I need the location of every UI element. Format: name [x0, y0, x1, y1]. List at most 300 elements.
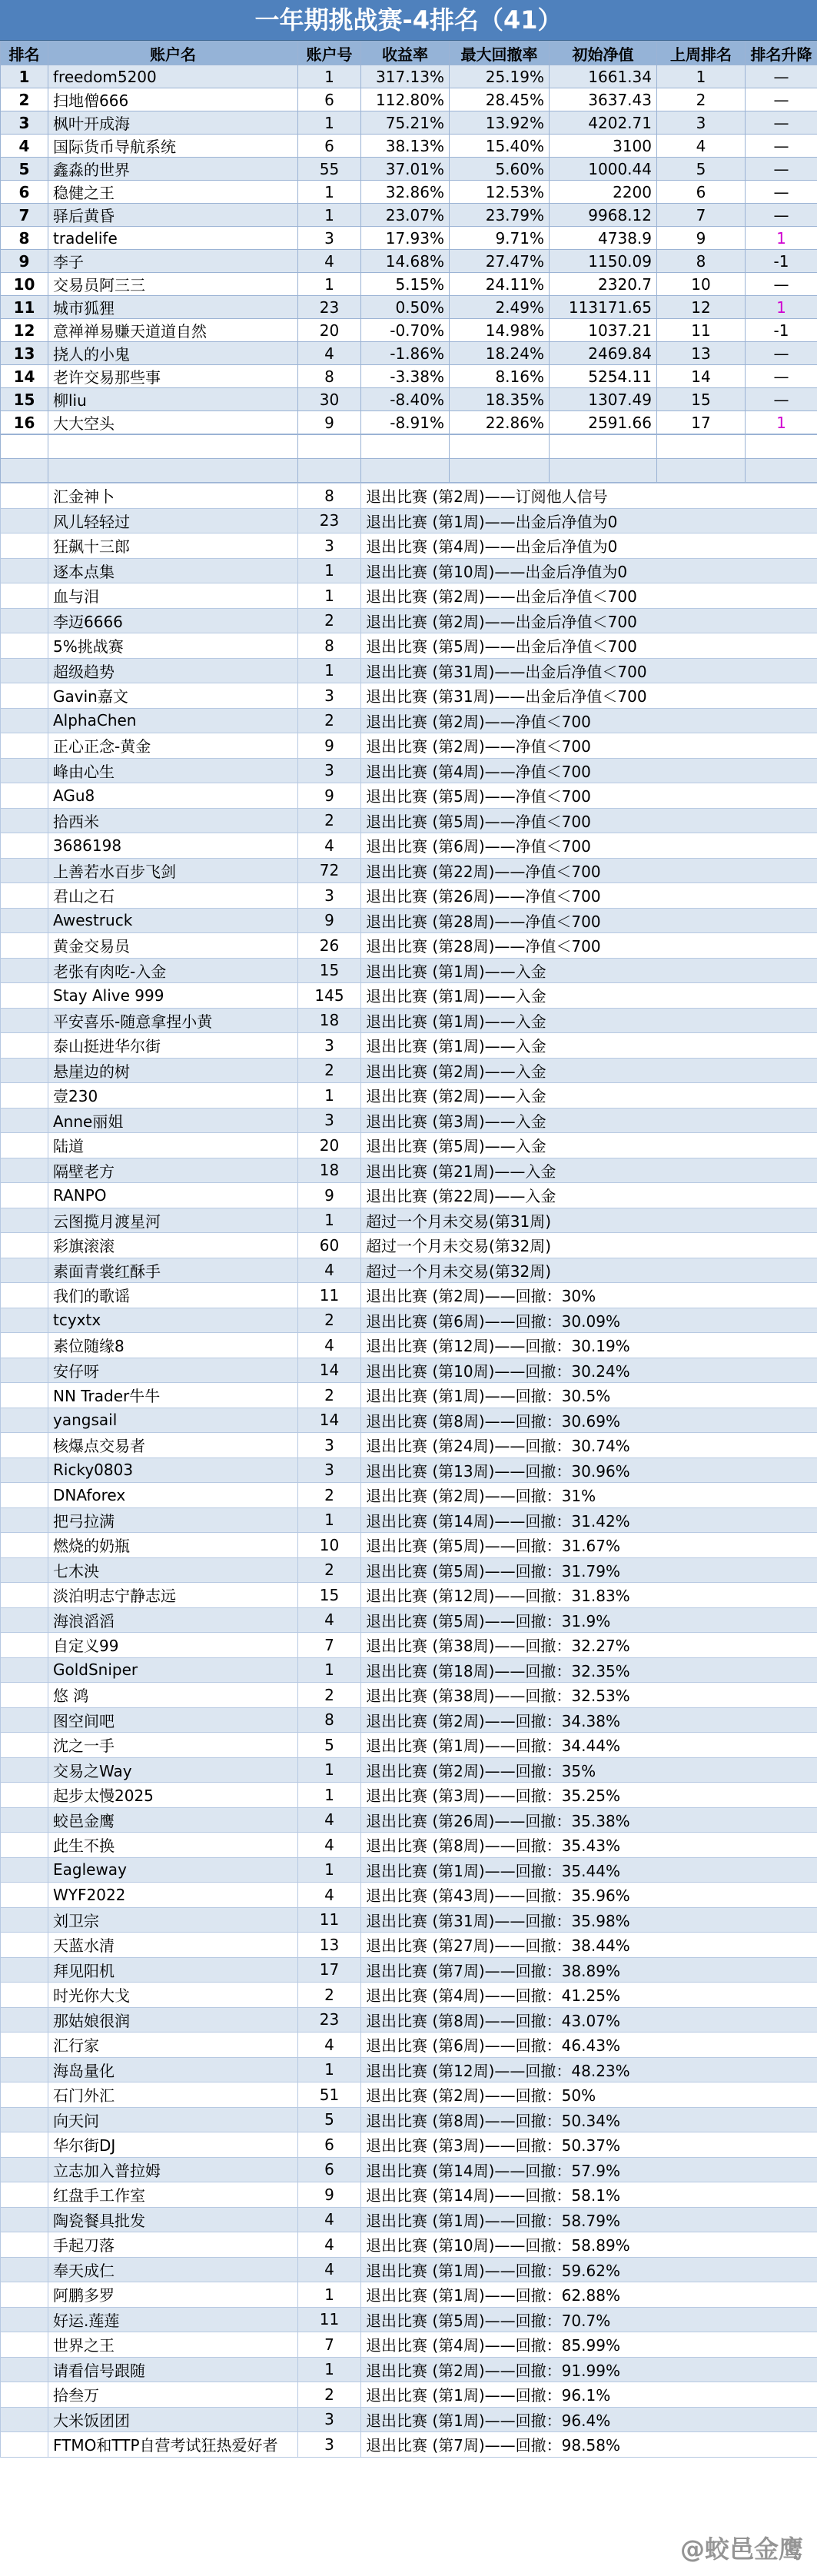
exit-name-cell: 5%挑战赛: [48, 633, 298, 659]
exit-name-cell: 黄金交易员: [48, 933, 298, 959]
max-drawdown-cell: 28.45%: [450, 88, 550, 111]
col-header-last-week: 上周排名: [657, 42, 746, 65]
exit-blank-cell: [1, 2132, 48, 2158]
initial-equity-cell: 1037.21: [550, 319, 657, 342]
exit-blank-cell: [1, 1657, 48, 1683]
exit-row: [1, 1483, 817, 1508]
exit-row: [1, 2107, 817, 2132]
exit-account-cell: 23: [298, 508, 361, 533]
exit-account-cell: 17: [298, 1957, 361, 1983]
exit-row: [1, 1108, 817, 1133]
exit-status-cell: 退出比赛 (第1周)——回撤：35.44%: [361, 1857, 817, 1883]
exit-account-cell: 15: [298, 1583, 361, 1608]
exit-account-cell: 4: [298, 2033, 361, 2058]
exit-account-cell: 4: [298, 1883, 361, 1908]
exit-name-cell: 血与泪: [48, 583, 298, 609]
exit-blank-cell: [1, 1008, 48, 1033]
exit-status-cell: 退出比赛 (第2周)——订阅他人信号: [361, 484, 817, 509]
exit-row: [1, 1557, 817, 1583]
exit-blank-cell: [1, 1507, 48, 1533]
exit-row: [1, 2332, 817, 2358]
page-title: 一年期挑战赛-4排名（41）: [0, 0, 817, 41]
last-week-rank-cell: 1: [657, 65, 746, 88]
last-week-rank-cell: 17: [657, 411, 746, 434]
exit-name-cell: Awestruck: [48, 908, 298, 933]
col-header-return: 收益率: [361, 42, 450, 65]
exit-name-cell: 核爆点交易者: [48, 1433, 298, 1458]
exit-account-cell: 1: [298, 558, 361, 583]
exit-account-cell: 2: [298, 2382, 361, 2408]
exit-name-cell: 汇金神卜: [48, 484, 298, 509]
exit-blank-cell: [1, 1458, 48, 1483]
initial-equity-cell: 5254.11: [550, 365, 657, 388]
exit-status-cell: 退出比赛 (第1周)——回撤：96.4%: [361, 2407, 817, 2432]
exit-status-cell: 超过一个月未交易(第31周): [361, 1208, 817, 1233]
max-drawdown-cell: 8.16%: [450, 365, 550, 388]
exit-name-cell: 素位随缘8: [48, 1333, 298, 1358]
max-drawdown-cell: 18.24%: [450, 342, 550, 365]
exit-blank-cell: [1, 1583, 48, 1608]
exit-blank-cell: [1, 1833, 48, 1858]
exit-account-cell: 1: [298, 2282, 361, 2308]
exit-account-cell: 9: [298, 908, 361, 933]
exit-blank-cell: [1, 733, 48, 759]
exit-row: [1, 808, 817, 833]
rank-change-cell: —: [746, 88, 817, 111]
account-name-cell: 柳liu: [48, 388, 298, 411]
exit-name-cell: 海岛量化: [48, 2057, 298, 2082]
exit-account-cell: 1: [298, 2057, 361, 2082]
exit-row: [1, 1957, 817, 1983]
exit-account-cell: 145: [298, 983, 361, 1009]
exit-account-cell: 3: [298, 683, 361, 709]
max-drawdown-cell: 27.47%: [450, 250, 550, 273]
exit-status-cell: 退出比赛 (第13周)——回撤：30.96%: [361, 1458, 817, 1483]
exit-account-cell: 3: [298, 1033, 361, 1059]
exit-blank-cell: [1, 1133, 48, 1158]
exit-account-cell: 1: [298, 2357, 361, 2382]
exit-name-cell: 立志加入普拉姆: [48, 2157, 298, 2182]
exit-status-cell: 超过一个月未交易(第32周): [361, 1258, 817, 1283]
exit-name-cell: Ricky0803: [48, 1458, 298, 1483]
rank-change-cell: —: [746, 342, 817, 365]
exit-status-cell: 退出比赛 (第2周)——入金: [361, 1058, 817, 1083]
exit-row: [1, 583, 817, 609]
exit-status-cell: 退出比赛 (第27周)——回撤：38.44%: [361, 1933, 817, 1958]
exit-blank-cell: [1, 2232, 48, 2258]
account-number-cell: 30: [298, 388, 361, 411]
exit-name-cell: 把弓拉满: [48, 1507, 298, 1533]
last-week-rank-cell: 8: [657, 250, 746, 273]
exit-row: [1, 1657, 817, 1683]
exit-status-cell: 退出比赛 (第1周)——入金: [361, 1033, 817, 1059]
rank-cell: 15: [1, 388, 48, 411]
initial-equity-cell: 4202.71: [550, 111, 657, 135]
exit-name-cell: 老张有肉吃-入金: [48, 958, 298, 983]
spacer-row: [1, 435, 817, 459]
exit-name-cell: 安仔呀: [48, 1358, 298, 1383]
exit-name-cell: 平安喜乐-随意拿捏小黄: [48, 1008, 298, 1033]
exit-blank-cell: [1, 1408, 48, 1433]
rank-cell: 11: [1, 296, 48, 319]
exit-name-cell: 峰由心生: [48, 758, 298, 783]
exit-account-cell: 51: [298, 2082, 361, 2108]
max-drawdown-cell: 23.79%: [450, 204, 550, 227]
exit-blank-cell: [1, 1733, 48, 1758]
exit-account-cell: 2: [298, 1683, 361, 1708]
exit-account-cell: 3: [298, 758, 361, 783]
exit-account-cell: 60: [298, 1233, 361, 1258]
account-number-cell: 4: [298, 250, 361, 273]
exit-name-cell: 图空间吧: [48, 1707, 298, 1733]
exit-account-cell: 3: [298, 883, 361, 909]
exit-name-cell: 海浪滔滔: [48, 1607, 298, 1633]
exit-status-cell: 退出比赛 (第22周)——入金: [361, 1183, 817, 1208]
exit-row: [1, 1383, 817, 1408]
exit-name-cell: 汇行家: [48, 2033, 298, 2058]
account-name-cell: tradelife: [48, 227, 298, 250]
exit-account-cell: 4: [298, 1333, 361, 1358]
exit-name-cell: 逐本点集: [48, 558, 298, 583]
rank-cell: 6: [1, 181, 48, 204]
exit-status-cell: 退出比赛 (第1周)——回撤：30.5%: [361, 1383, 817, 1408]
exit-blank-cell: [1, 1108, 48, 1133]
exit-status-cell: 退出比赛 (第8周)——回撤：35.43%: [361, 1833, 817, 1858]
account-name-cell: 枫叶开成海: [48, 111, 298, 135]
exit-status-cell: 退出比赛 (第1周)——入金: [361, 958, 817, 983]
exit-name-cell: 泰山挺进华尔街: [48, 1033, 298, 1059]
return-rate-cell: 317.13%: [361, 65, 450, 88]
exit-account-cell: 14: [298, 1358, 361, 1383]
account-name-cell: 城市狐狸: [48, 296, 298, 319]
exit-row: [1, 1008, 817, 1033]
exit-status-cell: 退出比赛 (第5周)——净值＜700: [361, 808, 817, 833]
exit-name-cell: 阿鹏多罗: [48, 2282, 298, 2308]
last-week-rank-cell: 6: [657, 181, 746, 204]
account-number-cell: 1: [298, 204, 361, 227]
exit-blank-cell: [1, 2382, 48, 2408]
exit-account-cell: 4: [298, 2257, 361, 2282]
exit-row: [1, 558, 817, 583]
exit-row: [1, 2057, 817, 2082]
rank-change-cell: —: [746, 158, 817, 181]
exit-status-cell: 退出比赛 (第2周)——回撤：34.38%: [361, 1707, 817, 1733]
exit-row: [1, 1633, 817, 1658]
exit-row: [1, 883, 817, 909]
rank-change-cell: —: [746, 65, 817, 88]
exit-status-cell: 退出比赛 (第1周)——出金后净值为0: [361, 508, 817, 533]
exit-account-cell: 3: [298, 1433, 361, 1458]
exit-status-cell: 退出比赛 (第4周)——净值＜700: [361, 758, 817, 783]
exit-status-cell: 退出比赛 (第2周)——回撤：35%: [361, 1757, 817, 1783]
exit-status-cell: 退出比赛 (第4周)——回撤：85.99%: [361, 2332, 817, 2358]
max-drawdown-cell: 22.86%: [450, 411, 550, 434]
exit-row: [1, 2182, 817, 2208]
exit-account-cell: 3: [298, 2407, 361, 2432]
exit-row: [1, 1733, 817, 1758]
exit-row: [1, 1683, 817, 1708]
exit-account-cell: 1: [298, 1783, 361, 1808]
rank-change-cell: 1: [746, 227, 817, 250]
exit-blank-cell: [1, 533, 48, 559]
account-number-cell: 8: [298, 365, 361, 388]
exit-name-cell: 向天问: [48, 2107, 298, 2132]
exit-status-cell: 退出比赛 (第5周)——回撤：31.79%: [361, 1557, 817, 1583]
exit-blank-cell: [1, 1533, 48, 1558]
rank-cell: 8: [1, 227, 48, 250]
ranking-header-row: [1, 42, 817, 65]
exit-status-cell: 退出比赛 (第5周)——回撤：70.7%: [361, 2307, 817, 2332]
exit-account-cell: 3: [298, 533, 361, 559]
return-rate-cell: -8.91%: [361, 411, 450, 434]
return-rate-cell: 17.93%: [361, 227, 450, 250]
exit-blank-cell: [1, 1683, 48, 1708]
exit-status-cell: 退出比赛 (第31周)——出金后净值＜700: [361, 658, 817, 683]
rank-change-cell: -1: [746, 250, 817, 273]
exit-row: [1, 1607, 817, 1633]
exit-name-cell: 李迈6666: [48, 608, 298, 633]
exit-account-cell: 18: [298, 1008, 361, 1033]
max-drawdown-cell: 9.71%: [450, 227, 550, 250]
exit-status-cell: 退出比赛 (第2周)——净值＜700: [361, 708, 817, 733]
exit-row: [1, 2407, 817, 2432]
exit-blank-cell: [1, 708, 48, 733]
last-week-rank-cell: 13: [657, 342, 746, 365]
exit-name-cell: 华尔街DJ: [48, 2132, 298, 2158]
return-rate-cell: 38.13%: [361, 135, 450, 158]
exit-blank-cell: [1, 758, 48, 783]
exit-status-cell: 退出比赛 (第10周)——回撤：58.89%: [361, 2232, 817, 2258]
col-header-rank: 排名: [1, 42, 48, 65]
exit-status-cell: 退出比赛 (第5周)——出金后净值＜700: [361, 633, 817, 659]
exit-status-cell: 退出比赛 (第6周)——回撤：46.43%: [361, 2033, 817, 2058]
exit-row: [1, 2132, 817, 2158]
exit-name-cell: 壹230: [48, 1083, 298, 1109]
account-number-cell: 1: [298, 181, 361, 204]
exit-name-cell: 隔壁老方: [48, 1158, 298, 1183]
rank-change-cell: —: [746, 204, 817, 227]
initial-equity-cell: 2469.84: [550, 342, 657, 365]
return-rate-cell: 75.21%: [361, 111, 450, 135]
exit-status-cell: 退出比赛 (第12周)——回撤：48.23%: [361, 2057, 817, 2082]
exit-name-cell: GoldSniper: [48, 1657, 298, 1683]
account-number-cell: 1: [298, 273, 361, 296]
exit-blank-cell: [1, 1433, 48, 1458]
exit-account-cell: 5: [298, 2107, 361, 2132]
account-number-cell: 23: [298, 296, 361, 319]
exit-status-cell: 退出比赛 (第4周)——回撤：41.25%: [361, 1983, 817, 2008]
exit-status-cell: 退出比赛 (第26周)——回撤：35.38%: [361, 1807, 817, 1833]
exit-row: [1, 1883, 817, 1908]
exit-row: [1, 2432, 817, 2458]
exit-status-cell: 退出比赛 (第2周)——出金后净值＜700: [361, 583, 817, 609]
exit-status-cell: 退出比赛 (第2周)——入金: [361, 1083, 817, 1109]
account-name-cell: 鑫淼的世界: [48, 158, 298, 181]
exit-account-cell: 8: [298, 633, 361, 659]
exit-blank-cell: [1, 658, 48, 683]
account-name-cell: 国际货币导航系统: [48, 135, 298, 158]
rank-cell: 14: [1, 365, 48, 388]
exit-name-cell: Eagleway: [48, 1857, 298, 1883]
exit-blank-cell: [1, 683, 48, 709]
max-drawdown-cell: 24.11%: [450, 273, 550, 296]
exit-name-cell: 上善若水百步飞剑: [48, 858, 298, 883]
initial-equity-cell: 113171.65: [550, 296, 657, 319]
exit-name-cell: 蛟邑金鹰: [48, 1807, 298, 1833]
rank-cell: 13: [1, 342, 48, 365]
exit-row: [1, 758, 817, 783]
exit-name-cell: 好运.莲莲: [48, 2307, 298, 2332]
exit-row: [1, 508, 817, 533]
exit-blank-cell: [1, 633, 48, 659]
exit-row: [1, 1083, 817, 1109]
exit-account-cell: 4: [298, 2232, 361, 2258]
exit-row: [1, 983, 817, 1009]
rank-change-cell: —: [746, 388, 817, 411]
exit-status-cell: 退出比赛 (第10周)——出金后净值为0: [361, 558, 817, 583]
exit-name-cell: FTMO和TTP自营考试狂热爱好者: [48, 2432, 298, 2458]
spacer-table: [0, 434, 817, 483]
exit-status-cell: 退出比赛 (第1周)——回撤：62.88%: [361, 2282, 817, 2308]
exit-blank-cell: [1, 1333, 48, 1358]
exit-account-cell: 5: [298, 1733, 361, 1758]
exit-row: [1, 1583, 817, 1608]
ranking-row: [1, 111, 817, 135]
exit-name-cell: 那姑娘很润: [48, 2007, 298, 2033]
exit-name-cell: 风儿轻轻过: [48, 508, 298, 533]
exit-status-cell: 退出比赛 (第12周)——回撤：31.83%: [361, 1583, 817, 1608]
exit-row: [1, 1408, 817, 1433]
exit-table: [0, 483, 817, 2458]
last-week-rank-cell: 10: [657, 273, 746, 296]
exit-blank-cell: [1, 608, 48, 633]
rank-cell: 1: [1, 65, 48, 88]
exit-blank-cell: [1, 1933, 48, 1958]
exit-status-cell: 退出比赛 (第2周)——回撤：50%: [361, 2082, 817, 2108]
ranking-row: [1, 227, 817, 250]
exit-blank-cell: [1, 983, 48, 1009]
exit-blank-cell: [1, 2357, 48, 2382]
ranking-row: [1, 204, 817, 227]
rank-cell: 12: [1, 319, 48, 342]
exit-blank-cell: [1, 2107, 48, 2132]
exit-blank-cell: [1, 2207, 48, 2232]
exit-row: [1, 1507, 817, 1533]
exit-row: [1, 908, 817, 933]
exit-account-cell: 9: [298, 2182, 361, 2208]
exit-account-cell: 11: [298, 2307, 361, 2332]
exit-blank-cell: [1, 2257, 48, 2282]
rank-change-cell: —: [746, 111, 817, 135]
exit-row: [1, 484, 817, 509]
exit-name-cell: Anne丽姐: [48, 1108, 298, 1133]
exit-status-cell: 退出比赛 (第1周)——回撤：59.62%: [361, 2257, 817, 2282]
exit-row: [1, 2207, 817, 2232]
account-number-cell: 6: [298, 135, 361, 158]
exit-name-cell: 拾西米: [48, 808, 298, 833]
exit-name-cell: 红盘手工作室: [48, 2182, 298, 2208]
exit-name-cell: 拜见阳机: [48, 1957, 298, 1983]
last-week-rank-cell: 4: [657, 135, 746, 158]
exit-blank-cell: [1, 1907, 48, 1933]
exit-row: [1, 633, 817, 659]
max-drawdown-cell: 5.60%: [450, 158, 550, 181]
exit-row: [1, 1983, 817, 2008]
exit-blank-cell: [1, 1807, 48, 1833]
exit-blank-cell: [1, 1033, 48, 1059]
exit-row: [1, 708, 817, 733]
exit-status-cell: 退出比赛 (第1周)——回撤：96.1%: [361, 2382, 817, 2408]
exit-blank-cell: [1, 1233, 48, 1258]
exit-name-cell: 彩旗滚滚: [48, 1233, 298, 1258]
exit-status-cell: 退出比赛 (第8周)——回撤：50.34%: [361, 2107, 817, 2132]
exit-status-cell: 退出比赛 (第43周)——回撤：35.96%: [361, 1883, 817, 1908]
exit-status-cell: 退出比赛 (第2周)——回撤：30%: [361, 1283, 817, 1308]
exit-blank-cell: [1, 1308, 48, 1333]
exit-blank-cell: [1, 1633, 48, 1658]
exit-status-cell: 退出比赛 (第31周)——出金后净值＜700: [361, 683, 817, 709]
exit-blank-cell: [1, 1258, 48, 1283]
max-drawdown-cell: 14.98%: [450, 319, 550, 342]
col-header-account: 账户号: [298, 42, 361, 65]
exit-account-cell: 3: [298, 1458, 361, 1483]
col-header-drawdown: 最大回撤率: [450, 42, 550, 65]
exit-row: [1, 533, 817, 559]
max-drawdown-cell: 25.19%: [450, 65, 550, 88]
exit-row: [1, 1308, 817, 1333]
exit-blank-cell: [1, 2432, 48, 2458]
exit-blank-cell: [1, 908, 48, 933]
exit-status-cell: 退出比赛 (第2周)——出金后净值＜700: [361, 608, 817, 633]
exit-name-cell: AGu8: [48, 783, 298, 809]
account-number-cell: 6: [298, 88, 361, 111]
exit-status-cell: 退出比赛 (第12周)——回撤：30.19%: [361, 1333, 817, 1358]
initial-equity-cell: 1150.09: [550, 250, 657, 273]
exit-account-cell: 3: [298, 2432, 361, 2458]
account-name-cell: 老许交易那些事: [48, 365, 298, 388]
exit-row: [1, 1857, 817, 1883]
ranking-row: [1, 158, 817, 181]
exit-blank-cell: [1, 1983, 48, 2008]
account-number-cell: 9: [298, 411, 361, 434]
exit-row: [1, 1358, 817, 1383]
exit-account-cell: 6: [298, 2132, 361, 2158]
exit-name-cell: 七木泱: [48, 1557, 298, 1583]
exit-account-cell: 2: [298, 1058, 361, 1083]
exit-blank-cell: [1, 933, 48, 959]
exit-status-cell: 退出比赛 (第3周)——回撤：35.25%: [361, 1783, 817, 1808]
return-rate-cell: -0.70%: [361, 319, 450, 342]
exit-row: [1, 858, 817, 883]
exit-row: [1, 1833, 817, 1858]
col-header-initial: 初始净值: [550, 42, 657, 65]
exit-row: [1, 1807, 817, 1833]
exit-account-cell: 11: [298, 1907, 361, 1933]
exit-name-cell: 奉天成仁: [48, 2257, 298, 2282]
exit-status-cell: 退出比赛 (第38周)——回撤：32.53%: [361, 1683, 817, 1708]
exit-name-cell: 手起刀落: [48, 2232, 298, 2258]
exit-account-cell: 13: [298, 1933, 361, 1958]
return-rate-cell: -1.86%: [361, 342, 450, 365]
initial-equity-cell: 3637.43: [550, 88, 657, 111]
exit-row: [1, 2082, 817, 2108]
exit-status-cell: 退出比赛 (第6周)——回撤：30.09%: [361, 1308, 817, 1333]
exit-name-cell: 3686198: [48, 833, 298, 859]
exit-blank-cell: [1, 1208, 48, 1233]
return-rate-cell: 23.07%: [361, 204, 450, 227]
last-week-rank-cell: 5: [657, 158, 746, 181]
exit-name-cell: 陶瓷餐具批发: [48, 2207, 298, 2232]
